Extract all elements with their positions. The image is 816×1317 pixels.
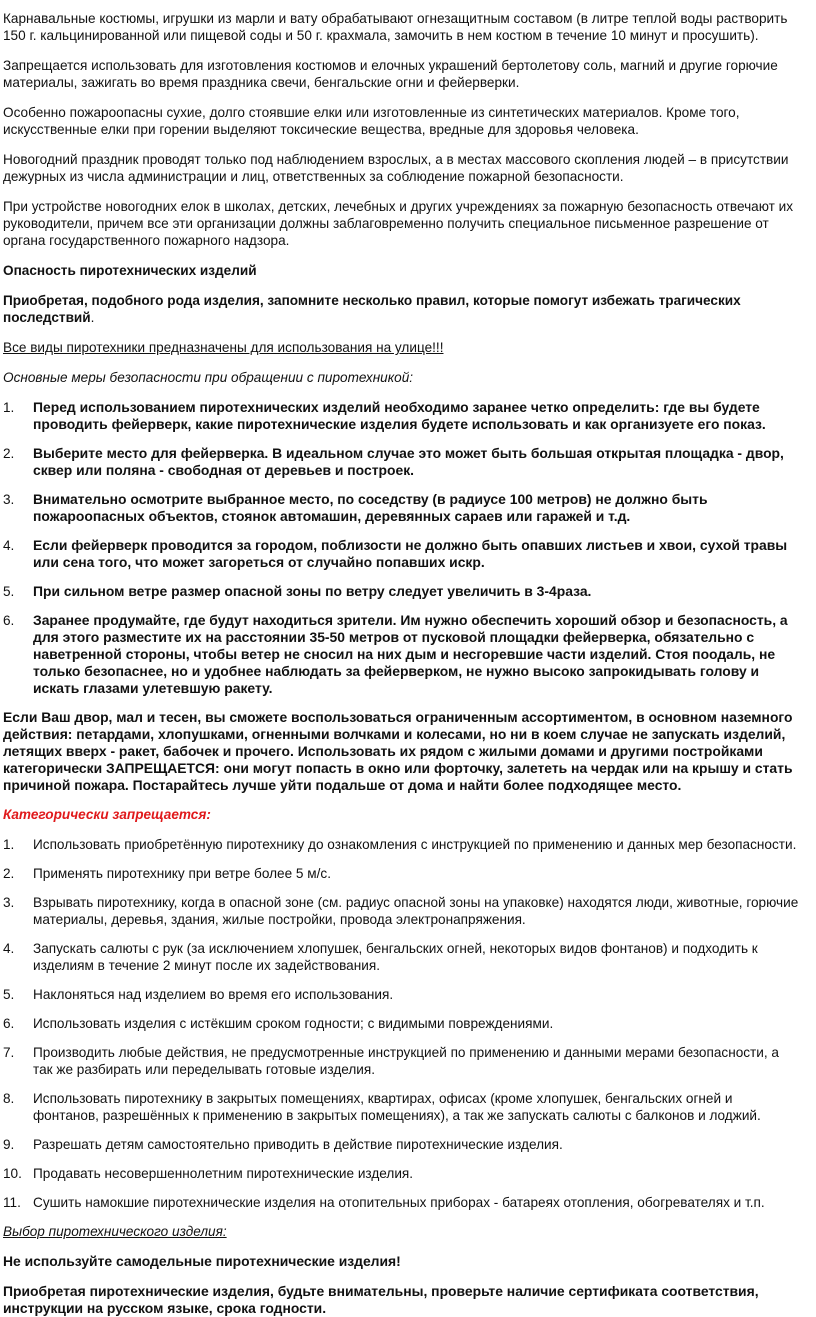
safety-rules-list bbox=[3, 399, 802, 697]
list-item bbox=[3, 537, 802, 571]
yard-paragraph: Если Ваш двор, мал и тесен, вы сможете воспользоваться ограниченным ассортиментом, в основном наземного действия: петардами, хлопушками, огненными волчками и колесами, но ни в коем случае не запускать изделий, летящих вверх - ракет, бабочек и прочего. Использовать их рядом с жилыми домами и другими постройками категорически ЗАПРЕЩАЕТСЯ: они могут попасть в окно или форточку, залететь на чердак или на крышу и стать причиной пожара. Постарайтесь лучше уйти подальше от дома и найти более подходящее место. bbox=[3, 709, 793, 793]
list-text: Использовать приобретённую пиротехнику до ознакомления с инструкцией по применению и данных мер безопасности. bbox=[33, 837, 797, 852]
list-item bbox=[3, 1165, 802, 1182]
list-item bbox=[3, 491, 802, 525]
list-text: Внимательно осмотрите выбранное место, по соседству (в радиусе 100 метров) не должно быть пожароопасных объектов, стоянок автомашин, деревянных сараев или гаражей и т.д. bbox=[33, 491, 708, 524]
intro-paragraph-5: При устройстве новогодних елок в школах, детских, лечебных и других учреждениях за пожарную безопасность отвечают их руководители, причем все эти организации должны заблаговременно получить специальное письменное разрешение от органа государственного пожарного надзора. bbox=[3, 199, 794, 248]
list-number: 2. bbox=[3, 866, 15, 881]
list-number: 11. bbox=[3, 1195, 21, 1210]
list-number: 10. bbox=[3, 1166, 22, 1181]
list-number: 3. bbox=[3, 492, 15, 507]
list-item bbox=[3, 1090, 802, 1124]
list-item bbox=[3, 399, 802, 433]
list-item bbox=[3, 836, 802, 853]
list-number: 4. bbox=[3, 941, 15, 956]
outdoor-note: Все виды пиротехники предназначены для использования на улице!!! bbox=[3, 340, 444, 355]
list-text: Если фейерверк проводится за городом, поблизости не должно быть опавших листьев и хвои, сухой травы или сена того, что может загореться от случайно попавших искр. bbox=[33, 537, 788, 570]
list-text: Производить любые действия, не предусмотренные инструкцией по применению и данными мерами безопасности, а так же разбирать или переделывать готовые изделия. bbox=[33, 1045, 779, 1077]
list-item bbox=[3, 865, 802, 882]
list-text: Использовать пиротехнику в закрытых помещениях, квартирах, офисах (кроме хлопушек, бенгальских огней и фонтанов, разрешённых к применению в закрытых помещениях), а так же запускать салюты с балконов и лоджий. bbox=[33, 1091, 761, 1123]
list-number: 4. bbox=[3, 538, 15, 553]
pyro-lead bbox=[3, 292, 802, 326]
list-number: 5. bbox=[3, 584, 15, 599]
list-number: 7. bbox=[3, 1045, 15, 1060]
list-item bbox=[3, 986, 802, 1003]
list-item bbox=[3, 894, 802, 928]
list-item bbox=[3, 583, 802, 600]
intro-paragraph-4: Новогодний праздник проводят только под наблюдением взрослых, а в местах массового скопления людей – в присутствии дежурных из числа администрации и лиц, ответственных за соблюдение пожарной безопасности. bbox=[3, 152, 789, 184]
list-text: Заранее продумайте, где будут находиться зрители. Им нужно обеспечить хороший обзор и безопасность, а для этого разместите их на расстоянии 35-50 метров от пусковой площадки фейерверка, обязательно с наветренной стороны, чтобы ветер не сносил на них дым и несгоревшие части изделий. Стоя поодаль, не только безопаснее, но и удобнее наблюдать за фейерверком, не нужно высоко запрокидывать голову и искать глазами улетевшую ракету. bbox=[33, 612, 788, 696]
list-text: Выберите место для фейерверка. В идеальном случае это может быть большая открытая площадка - двор, сквер или поляна - свободная от деревьев и построек. bbox=[33, 445, 784, 478]
list-item bbox=[3, 940, 802, 974]
list-number: 1. bbox=[3, 837, 15, 852]
buying-note: Приобретая пиротехнические изделия, будьте внимательны, проверьте наличие сертификата соответствия, инструкции на русском языке, срока годности. bbox=[3, 1283, 759, 1316]
basic-measures-heading: Основные меры безопасности при обращении с пиротехникой: bbox=[3, 370, 414, 385]
intro-paragraph-2: Запрещается использовать для изготовления костюмов и елочных украшений бертолетову соль, магний и другие горючие материалы, зажигать во время праздника свечи, бенгальские огни и фейерверки. bbox=[3, 58, 778, 90]
choice-heading: Выбор пиротехнического изделия: bbox=[3, 1224, 227, 1239]
list-number: 2. bbox=[3, 446, 15, 461]
list-text: Наклоняться над изделием во время его использования. bbox=[33, 987, 394, 1002]
list-text: При сильном ветре размер опасной зоны по ветру следует увеличить в 3-4раза. bbox=[33, 583, 592, 599]
list-text: Разрешать детям самостоятельно приводить в действие пиротехнические изделия. bbox=[33, 1137, 563, 1152]
forbidden-heading: Категорически запрещается: bbox=[3, 807, 211, 822]
intro-paragraph-3: Особенно пожароопасны сухие, долго стоявшие елки или изготовленные из синтетических материалов. Кроме того, искусственные елки при горении выделяют токсические вещества, вредные для здоровья человека. bbox=[3, 105, 740, 137]
pyro-lead-bold: Приобретая, подобного рода изделия, запомните несколько правил, которые помогут избежать трагических последствий bbox=[3, 293, 741, 325]
list-text: Взрывать пиротехнику, когда в опасной зоне (см. радиус опасной зоны на упаковке) находятся люди, животные, горючие материалы, деревья, здания, жилые постройки, провода электронапряжения. bbox=[33, 895, 799, 927]
list-item bbox=[3, 1044, 802, 1078]
list-text: Использовать изделия с истёкшим сроком годности; с видимыми повреждениями. bbox=[33, 1016, 554, 1031]
list-item bbox=[3, 1136, 802, 1153]
list-text: Продавать несовершеннолетним пиротехнические изделия. bbox=[33, 1166, 414, 1181]
list-text: Применять пиротехнику при ветре более 5 м/с. bbox=[33, 866, 331, 881]
list-number: 6. bbox=[3, 613, 15, 628]
no-homemade-warning: Не используйте самодельные пиротехнические изделия! bbox=[3, 1253, 401, 1269]
list-number: 6. bbox=[3, 1016, 15, 1031]
list-number: 9. bbox=[3, 1137, 15, 1152]
pyro-heading: Опасность пиротехнических изделий bbox=[3, 263, 257, 278]
intro-paragraph-1: Карнавальные костюмы, игрушки из марли и вату обрабатывают огнезащитным составом (в литре теплой воды растворить 150 г. кальцинированной или пищевой соды и 50 г. крахмала, замочить в нем костюм в течение 10 минут и просушить). bbox=[3, 11, 788, 43]
list-item bbox=[3, 1194, 802, 1211]
list-item bbox=[3, 1015, 802, 1032]
list-text: Запускать салюты с рук (за исключением хлопушек, бенгальских огней, некоторых видов фонтанов) и подходить к изделиям в течение 2 минут после их задействования. bbox=[33, 941, 758, 973]
forbidden-list bbox=[3, 836, 802, 1211]
list-text: Сушить намокшие пиротехнические изделия на отопительных приборах - батареях отопления, обогревателях и т.п. bbox=[33, 1195, 765, 1210]
list-number: 8. bbox=[3, 1091, 15, 1106]
list-text: Перед использованием пиротехнических изделий необходимо заранее четко определить: где вы будете проводить фейерверк, какие пиротехнические изделия будете использовать и как организуете его показ. bbox=[33, 399, 766, 432]
list-number: 1. bbox=[3, 400, 15, 415]
list-number: 3. bbox=[3, 895, 15, 910]
list-number: 5. bbox=[3, 987, 15, 1002]
list-item bbox=[3, 612, 802, 697]
list-item bbox=[3, 445, 802, 479]
pyro-lead-dot: . bbox=[90, 310, 95, 325]
